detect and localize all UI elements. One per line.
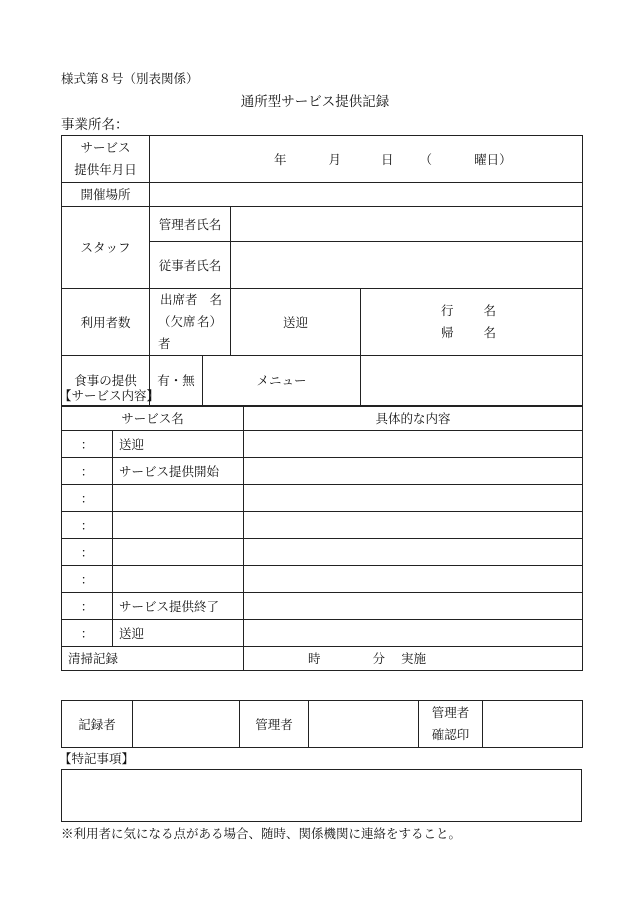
transport-count-field[interactable] <box>361 289 583 356</box>
going-unit: 名 <box>483 303 496 318</box>
service-date-label-cell <box>62 136 150 183</box>
users-count-label: 利用者数 <box>62 289 150 356</box>
service-detail-field[interactable] <box>244 512 583 539</box>
service-detail-field[interactable] <box>244 431 583 458</box>
service-row <box>62 620 583 647</box>
notes-title: 【特記事項】 <box>59 751 135 766</box>
notes-field[interactable] <box>62 770 582 822</box>
service-date-label-line2: 提供年月日 <box>74 162 137 177</box>
recorder-field[interactable] <box>133 701 240 748</box>
date-weekday-open: （ <box>419 151 433 167</box>
venue-field[interactable] <box>150 183 583 207</box>
notes-table <box>61 769 582 822</box>
menu-label-text: メニュー <box>256 373 307 388</box>
service-row <box>62 593 583 620</box>
service-time-field[interactable]: ： <box>62 593 113 620</box>
header-table <box>61 135 583 406</box>
menu-field[interactable] <box>361 356 583 406</box>
service-name-field[interactable] <box>113 512 244 539</box>
service-date-field[interactable] <box>150 136 583 183</box>
service-name-header: サービス名 <box>62 407 244 431</box>
meal-yes-no-option[interactable]: 有・無 <box>150 356 203 406</box>
service-name-field[interactable] <box>113 485 244 512</box>
manager-seal-field[interactable] <box>483 701 583 748</box>
transport-label: 送迎 <box>231 289 361 356</box>
attendance-field[interactable] <box>150 289 231 356</box>
service-name-field[interactable] <box>113 566 244 593</box>
attendees-label: 出席者 <box>160 292 198 307</box>
date-year-label: 年 <box>274 151 287 167</box>
manager-label: 管理者 <box>240 701 309 748</box>
service-name-field[interactable]: 送迎 <box>113 431 244 458</box>
return-unit: 名 <box>483 325 496 340</box>
service-row <box>62 431 583 458</box>
service-table <box>61 406 583 671</box>
worker-name-label: 従事者氏名 <box>150 242 231 289</box>
meal-label: 食事の提供 <box>62 356 150 406</box>
service-detail-field[interactable] <box>244 485 583 512</box>
service-time-field[interactable]: ： <box>62 566 113 593</box>
manager-name-label: 管理者氏名 <box>150 207 231 242</box>
manager-seal-label-cell <box>419 701 483 748</box>
service-detail-field[interactable] <box>244 539 583 566</box>
service-row <box>62 539 583 566</box>
date-day-label: 日 <box>381 151 394 167</box>
cleaning-minute-label: 分 <box>372 651 386 666</box>
cleaning-hour-label: 時 <box>308 651 321 666</box>
signature-table <box>61 700 583 748</box>
service-time-field[interactable]: ： <box>62 539 113 566</box>
cleaning-done-label: 実施 <box>401 651 427 666</box>
service-time-field[interactable]: ： <box>62 485 113 512</box>
service-section-title: 【サービス内容】 <box>59 388 160 403</box>
staff-label: スタッフ <box>62 207 150 289</box>
manager-seal-label-line1: 管理者 <box>431 705 470 720</box>
going-label: 行 <box>440 303 454 318</box>
absentees-unit: 名） <box>196 314 222 329</box>
service-row <box>62 566 583 593</box>
service-row <box>62 458 583 485</box>
service-time-field[interactable]: ： <box>62 431 113 458</box>
service-detail-header: 具体的な内容 <box>244 407 583 431</box>
service-name-field[interactable]: サービス提供終了 <box>113 593 244 620</box>
service-row <box>62 512 583 539</box>
date-weekday-label: 曜日） <box>474 151 512 167</box>
attendees-unit: 名 <box>209 292 222 307</box>
service-name-field[interactable] <box>113 539 244 566</box>
cleaning-record-field[interactable] <box>244 647 583 671</box>
service-date-label-line1: サービス <box>80 140 131 155</box>
service-name-field[interactable]: 送迎 <box>113 620 244 647</box>
service-time-field[interactable]: ： <box>62 512 113 539</box>
absentees-label: （欠席者 <box>158 314 196 351</box>
manager-seal-label-line2: 確認印 <box>431 727 470 742</box>
form-number: 様式第８号（別表関係） <box>61 71 199 86</box>
office-name-label: 事業所名： <box>61 117 129 133</box>
manager-name-field[interactable] <box>231 207 583 242</box>
date-month-label: 月 <box>328 151 342 167</box>
worker-name-field[interactable] <box>231 242 583 289</box>
footer-note: ※利用者に気になる点がある場合、随時、関係機関に連絡をすること。 <box>61 826 462 841</box>
manager-field[interactable] <box>309 701 419 748</box>
service-detail-field[interactable] <box>244 566 583 593</box>
form-title: 通所型サービス提供記録 <box>240 94 390 110</box>
service-name-field[interactable]: サービス提供開始 <box>113 458 244 485</box>
service-detail-field[interactable] <box>244 458 583 485</box>
service-time-field[interactable]: ： <box>62 458 113 485</box>
cleaning-record-label: 清掃記録 <box>62 647 244 671</box>
service-time-field[interactable]: ： <box>62 620 113 647</box>
service-detail-field[interactable] <box>244 593 583 620</box>
service-detail-field[interactable] <box>244 620 583 647</box>
return-label: 帰 <box>440 325 454 340</box>
service-row <box>62 485 583 512</box>
venue-label: 開催場所 <box>62 183 150 207</box>
recorder-label: 記録者 <box>62 701 133 748</box>
menu-label <box>203 356 361 406</box>
